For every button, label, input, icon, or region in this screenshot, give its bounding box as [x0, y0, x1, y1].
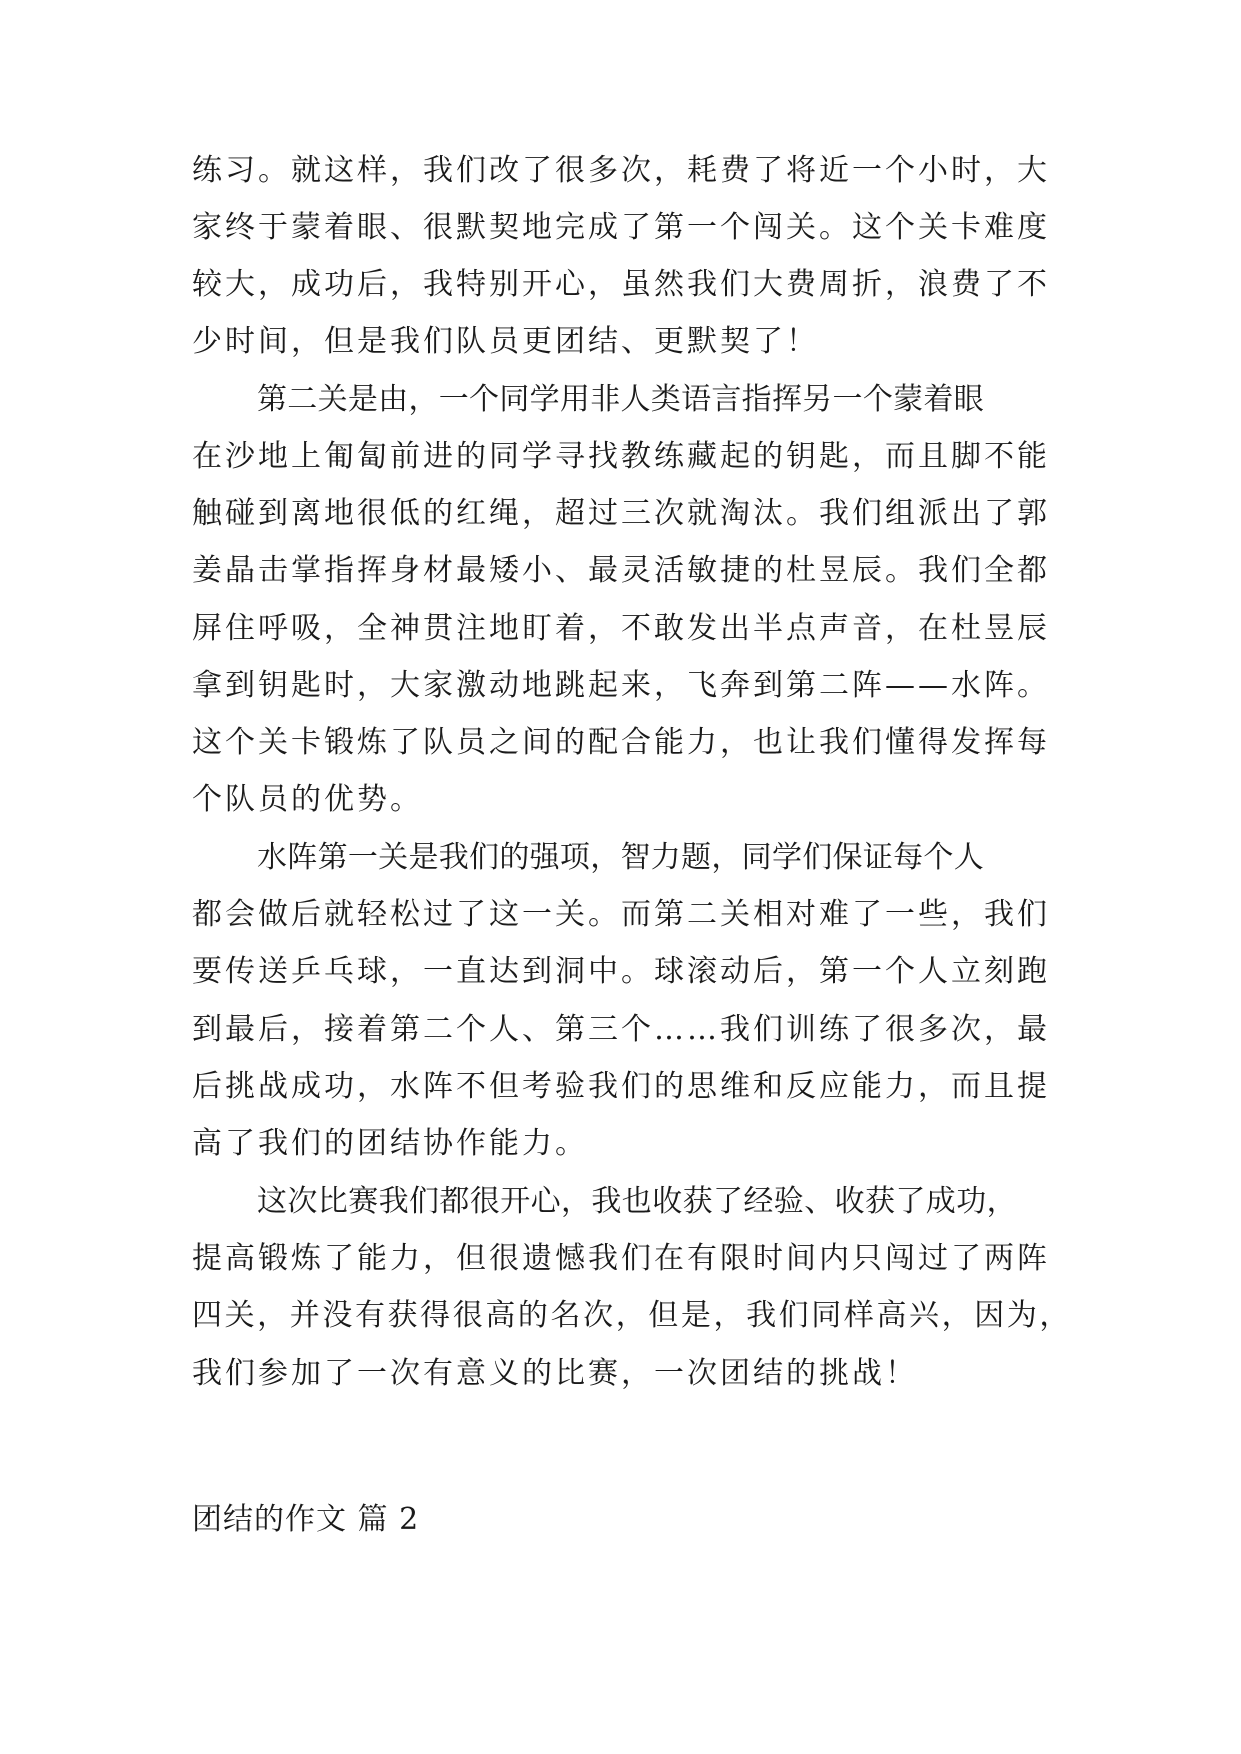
text-line: 四关，并没有获得很高的名次，但是，我们同样高兴，因为，: [192, 1298, 1072, 1333]
text-line: 在沙地上匍匐前进的同学寻找教练藏起的钥匙，而且脚不能: [192, 439, 1050, 474]
text-line: 触碰到离地很低的红绳，超过三次就淘汰。我们组派出了郭: [192, 496, 1050, 531]
section-title: 团结的作文 篇 2: [192, 1502, 420, 1537]
text-line: 练习。就这样，我们改了很多次，耗费了将近一个小时，大: [192, 153, 1050, 188]
text-line: 第二关是由，一个同学用非人类语言指挥另一个蒙着眼: [257, 382, 984, 417]
text-line: 后挑战成功，水阵不但考验我们的思维和反应能力，而且提: [192, 1069, 1050, 1104]
text-line: 家终于蒙着眼、很默契地完成了第一个闯关。这个关卡难度: [192, 210, 1050, 245]
text-line: 提高锻炼了能力，但很遗憾我们在有限时间内只闯过了两阵: [192, 1241, 1050, 1276]
text-line: 要传送乒乓球，一直达到洞中。球滚动后，第一个人立刻跑: [192, 954, 1050, 989]
text-line: 较大，成功后，我特别开心，虽然我们大费周折，浪费了不: [192, 267, 1050, 302]
text-line: 少时间，但是我们队员更团结、更默契了！: [192, 324, 819, 359]
text-line: 姜晶击掌指挥身材最矮小、最灵活敏捷的杜昱辰。我们全都: [192, 553, 1050, 588]
text-line: 我们参加了一次有意义的比赛，一次团结的挑战！: [192, 1356, 918, 1391]
text-line: 水阵第一关是我们的强项，智力题，同学们保证每个人: [257, 840, 984, 875]
text-line: 拿到钥匙时，大家激动地跳起来，飞奔到第二阵——水阵。: [192, 668, 1050, 703]
text-line: 到最后，接着第二个人、第三个……我们训练了很多次，最: [192, 1012, 1050, 1047]
text-line: 这次比赛我们都很开心，我也收获了经验、收获了成功，: [257, 1184, 1017, 1219]
text-line: 屏住呼吸，全神贯注地盯着，不敢发出半点声音，在杜昱辰: [192, 611, 1050, 646]
text-line: 都会做后就轻松过了这一关。而第二关相对难了一些，我们: [192, 897, 1050, 932]
text-line: 个队员的优势。: [192, 782, 423, 817]
text-line: 这个关卡锻炼了队员之间的配合能力，也让我们懂得发挥每: [192, 725, 1050, 760]
text-line: 高了我们的团结协作能力。: [192, 1126, 588, 1161]
